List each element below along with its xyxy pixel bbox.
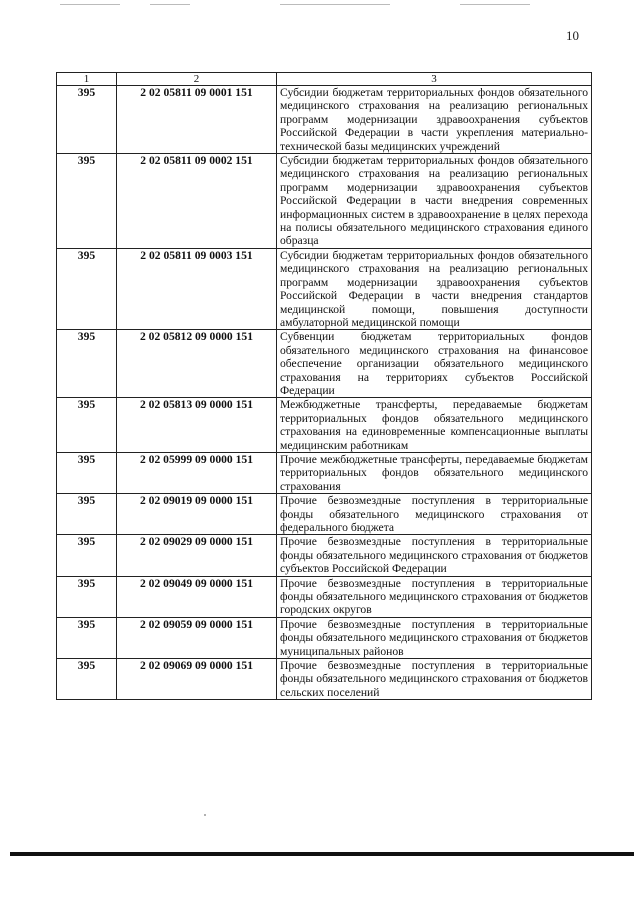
budget-codes-table — [56, 72, 592, 700]
table-row — [57, 154, 592, 249]
table-row — [57, 576, 592, 617]
budget-code-cell: 2 02 09069 09 0000 151 — [117, 659, 277, 700]
budget-code-cell: 2 02 09049 09 0000 151 — [117, 576, 277, 617]
admin-code-cell: 395 — [57, 330, 117, 398]
revenue-name-cell: Прочие безвозмездные поступления в территориальные фонды обязательного медицинского страхования от бюджетов сельских поселений — [277, 659, 592, 700]
budget-code-cell: 2 02 05811 09 0001 151 — [117, 86, 277, 154]
admin-code-cell: 395 — [57, 86, 117, 154]
table-row — [57, 494, 592, 535]
revenue-name-cell: Прочие безвозмездные поступления в территориальные фонды обязательного медицинского страхования от бюджетов субъектов Российской Федерации — [277, 535, 592, 576]
table-row — [57, 617, 592, 658]
table-row — [57, 535, 592, 576]
table-header-row — [57, 73, 592, 86]
table-row — [57, 248, 592, 329]
admin-code-cell: 395 — [57, 535, 117, 576]
header-col-2: 2 — [117, 73, 277, 86]
admin-code-cell: 395 — [57, 494, 117, 535]
table-row — [57, 659, 592, 700]
revenue-name-cell: Прочие безвозмездные поступления в территориальные фонды обязательного медицинского страхования от бюджетов муниципальных районов — [277, 617, 592, 658]
header-col-3: 3 — [277, 73, 592, 86]
scan-artifact-marks — [60, 4, 580, 8]
admin-code-cell: 395 — [57, 576, 117, 617]
budget-code-cell: 2 02 09059 09 0000 151 — [117, 617, 277, 658]
budget-code-cell: 2 02 05811 09 0002 151 — [117, 154, 277, 249]
revenue-name-cell: Субвенции бюджетам территориальных фондов обязательного медицинского страхования на финансовое обеспечение организации обязательного медицинского страхования на территориях субъектов Российской Федерации — [277, 330, 592, 398]
table-row — [57, 86, 592, 154]
table-row — [57, 452, 592, 493]
scan-dot — [204, 814, 206, 816]
budget-code-cell: 2 02 05999 09 0000 151 — [117, 452, 277, 493]
table-row — [57, 398, 592, 453]
budget-code-cell: 2 02 05812 09 0000 151 — [117, 330, 277, 398]
revenue-name-cell: Субсидии бюджетам территориальных фондов обязательного медицинского страхования на реализацию региональных программ модернизации здравоохранения субъектов Российской Федерации в части укрепления материально-технической базы медицинских учреждений — [277, 86, 592, 154]
admin-code-cell: 395 — [57, 398, 117, 453]
admin-code-cell: 395 — [57, 248, 117, 329]
admin-code-cell: 395 — [57, 154, 117, 249]
table-row — [57, 330, 592, 398]
budget-code-cell: 2 02 05813 09 0000 151 — [117, 398, 277, 453]
page-number: 10 — [566, 28, 579, 43]
budget-code-cell: 2 02 09019 09 0000 151 — [117, 494, 277, 535]
revenue-name-cell: Межбюджетные трансферты, передаваемые бюджетам территориальных фондов обязательного медицинского страхования на единовременные компенсационные выплаты медицинским работникам — [277, 398, 592, 453]
bottom-rule — [10, 852, 634, 856]
budget-code-cell: 2 02 09029 09 0000 151 — [117, 535, 277, 576]
revenue-name-cell: Прочие безвозмездные поступления в территориальные фонды обязательного медицинского страхования от федерального бюджета — [277, 494, 592, 535]
header-col-1: 1 — [57, 73, 117, 86]
admin-code-cell: 395 — [57, 617, 117, 658]
admin-code-cell: 395 — [57, 659, 117, 700]
admin-code-cell: 395 — [57, 452, 117, 493]
revenue-name-cell: Прочие безвозмездные поступления в территориальные фонды обязательного медицинского страхования от бюджетов городских округов — [277, 576, 592, 617]
revenue-name-cell: Субсидии бюджетам территориальных фондов обязательного медицинского страхования на реализацию региональных программ модернизации здравоохранения субъектов Российской Федерации в части внедрения современных информационных систем в здравоохранение в целях перехода на полисы обязательного медицинского страхования единого образца — [277, 154, 592, 249]
revenue-name-cell: Прочие межбюджетные трансферты, передаваемые бюджетам территориальных фондов обязательного медицинского страхования — [277, 452, 592, 493]
budget-code-cell: 2 02 05811 09 0003 151 — [117, 248, 277, 329]
revenue-name-cell: Субсидии бюджетам территориальных фондов обязательного медицинского страхования на реализацию региональных программ модернизации здравоохранения субъектов Российской Федерации в части внедрения стандартов медицинской помощи, повышения доступности амбулаторной медицинской помощи — [277, 248, 592, 329]
